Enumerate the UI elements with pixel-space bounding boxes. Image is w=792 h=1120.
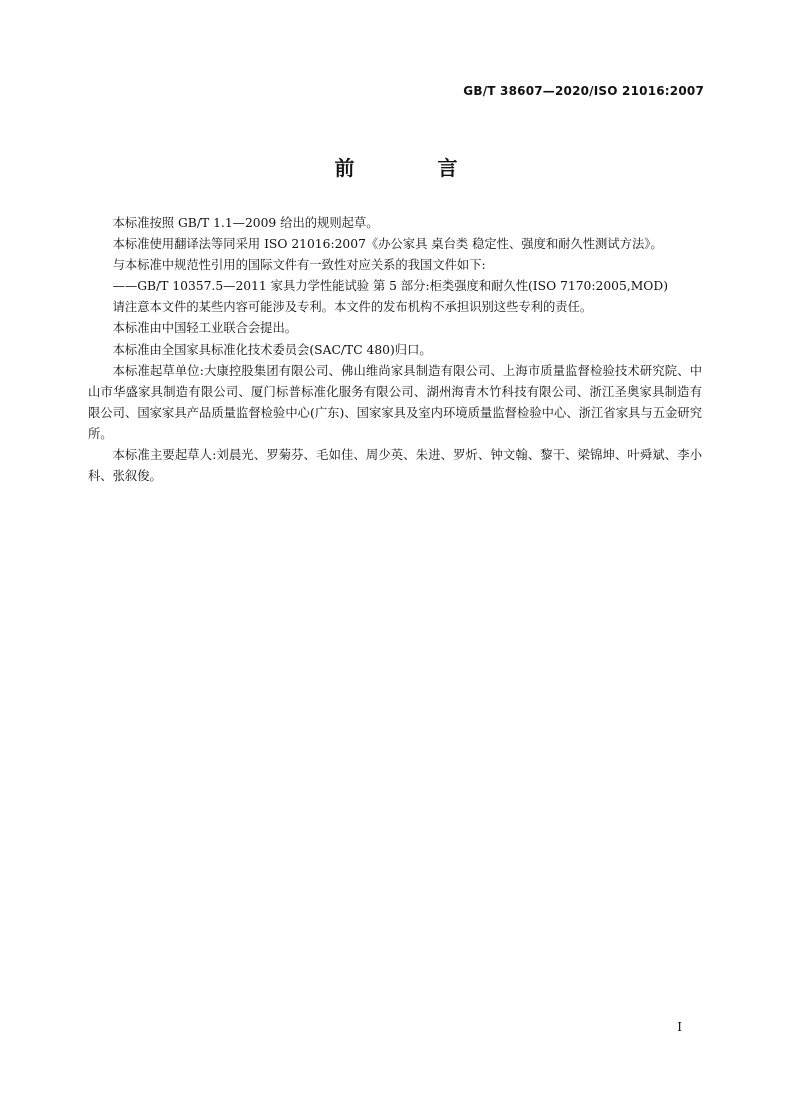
reference-item: ——GB/T 10357.5—2011 家具力学性能试验 第 5 部分:柜类强度和耐久性(ISO 7170:2005,MOD) — [112, 279, 669, 294]
paragraph-patent-notice: 请注意本文件的某些内容可能涉及专利。本文件的发布机构不承担识别这些专利的责任。 — [112, 300, 593, 315]
page-number: I — [677, 1020, 682, 1034]
paragraph-drafters: 本标准主要起草人:刘晨光、罗菊芬、毛如佳、周少英、朱进、罗炘、钟文翰、黎干、梁锦坤、叶舜斌、李小科、张叙俊。 — [88, 448, 702, 484]
paragraph-reference-intro: 与本标准中规范性引用的国际文件有一致性对应关系的我国文件如下: — [112, 258, 486, 273]
standard-number: GB/T 38607—2020/ISO 21016:2007 — [463, 84, 704, 98]
paragraph-drafting-rules: 本标准按照 GB/T 1.1—2009 给出的规则起草。 — [112, 216, 379, 230]
preface-body — [88, 213, 702, 487]
paragraph-proposer: 本标准由中国轻工业联合会提出。 — [112, 321, 298, 336]
paragraph-drafting-units: 本标准起草单位:大康控股集团有限公司、佛山维尚家具制造有限公司、上海市质量监督检验技术研究院、中山市华盛家具制造有限公司、厦门标普标准化服务有限公司、湖州海青木竹科技有限公司、浙江圣奥家具制造有限公司、国家家具产品质量监督检验中心(广东)、国家家具及室内环境质量监督检验中心、浙江省家具与五金研究所。 — [88, 363, 702, 441]
paragraph-adoption: 本标准使用翻译法等同采用 ISO 21016:2007《办公家具 桌台类 稳定性、强度和耐久性测试方法》。 — [112, 237, 663, 252]
paragraph-committee: 本标准由全国家具标准化技术委员会(SAC/TC 480)归口。 — [112, 342, 432, 357]
page-title: 前 言 — [334, 156, 496, 180]
